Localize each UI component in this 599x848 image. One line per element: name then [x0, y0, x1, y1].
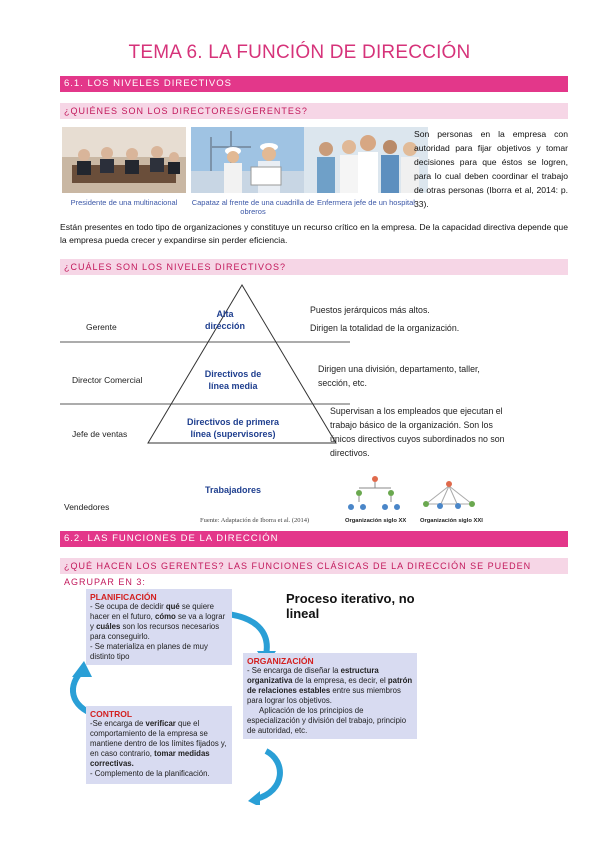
planificacion-title: PLANIFICACIÓN — [90, 592, 157, 602]
page-title: TEMA 6. LA FUNCIÓN DE DIRECCIÓN — [128, 42, 471, 63]
section-header-funciones: 6.2. LAS FUNCIONES DE LA DIRECCIÓN — [60, 531, 568, 547]
intro-text: Son personas en la empresa con autoridad para fijar objetivos y tomar decisiones para que éstos se logren, para lo cual deben coordinar el trabajo de otras personas (Iborra et al, 2014: p. 33). — [414, 129, 568, 209]
org-chart-icon-xxi — [418, 476, 480, 514]
level-gerente: Gerente — [86, 322, 117, 332]
body-paragraph: Están presentes en todo tipo de organizaciones y constituye un recurso crítico en la empresa. De la capacidad directiva depende que la empresa pueda crecer y expandirse sin perder eficiencia. — [60, 222, 568, 245]
desc-media: Dirigen una división, departamento, taller, sección, etc. — [318, 364, 480, 388]
planificacion-text-2: - Se materializa en planes de muy distinto tipo — [90, 642, 208, 661]
planificacion-text: - Se ocupa de decidir qué se quiere hacer en el futuro, cómo se va a lograr y cuáles son los recursos necesarios para conseguirlo. — [90, 602, 226, 641]
control-text: -Se encarga de verificar que el comportamiento de la empresa se mantiene dentro de los límites fijados y, en caso contrario, tomar medidas correctivas. — [90, 719, 227, 768]
subheader-quienes: ¿QUIÉNES SON LOS DIRECTORES/GERENTES? — [60, 103, 568, 119]
control-text-2: - Complemento de la planificación. — [90, 769, 210, 778]
level-vendedores: Vendedores — [64, 502, 110, 512]
pyramid-primera-linea: Directivos de primera línea (supervisores) — [186, 417, 280, 439]
section-header-niveles: 6.1. LOS NIVELES DIRECTIVOS — [60, 76, 568, 92]
nurses-photo — [304, 127, 428, 193]
box-planificacion — [86, 589, 232, 665]
org-chart-icon-xx — [345, 474, 405, 514]
photo-caption-1: Presidente de una multinacional — [70, 198, 178, 207]
photo-caption-3: Enfermera jefe de un hospital — [317, 198, 415, 207]
organizacion-text-2: Aplicación de los principios de especialización y división del trabajo, principio de autoridad, etc. — [247, 706, 407, 735]
org-caption-xxi: Organización siglo XXI — [420, 518, 483, 524]
desc-alta-1: Puestos jerárquicos más altos. — [310, 305, 430, 315]
org-caption-xx: Organización siglo XX — [345, 518, 407, 524]
pyramid-alta-direccion: Alta dirección — [204, 309, 245, 331]
iterative-process-label: Proceso iterativo, no lineal — [286, 591, 415, 621]
pyramid-trabajadores: Trabajadores — [204, 485, 262, 495]
organizacion-title: ORGANIZACIÓN — [247, 656, 314, 666]
organizacion-text: - Se encarga de diseñar la estructura organizativa de la empresa, es decir, el patrón de relaciones estables entre sus miembros para lograr los objetivos. — [247, 666, 413, 705]
level-jefe-ventas: Jefe de ventas — [72, 429, 128, 439]
subheader-cuales: ¿CUÁLES SON LOS NIVELES DIRECTIVOS? — [60, 259, 568, 275]
box-organizacion — [243, 653, 417, 739]
control-title: CONTROL — [90, 709, 133, 719]
pyramid-linea-media: Directivos de línea media — [204, 369, 262, 391]
subheader-que-hacen: ¿QUÉ HACEN LOS GERENTES? LAS FUNCIONES CLÁSICAS DE LA DIRECCIÓN SE PUEDEN AGRUPAR EN 3: — [60, 558, 568, 574]
diagram-source: Fuente: Adaptación de Iborra et al. (2014) — [200, 517, 310, 524]
desc-primera: Supervisan a los empleados que ejecutan el trabajo básico de la organización. Son los únicos directivos cuyos subordinados no son directivos. — [330, 406, 505, 458]
desc-alta-2: Dirigen la totalidad de la organización. — [310, 323, 460, 333]
box-control — [86, 706, 232, 784]
level-director-comercial: Director Comercial — [72, 375, 143, 385]
photo-caption-2: Capataz al frente de una cuadrilla de obreros — [191, 198, 315, 216]
construction-foremen-photo — [191, 127, 315, 193]
business-meeting-photo — [62, 127, 186, 193]
